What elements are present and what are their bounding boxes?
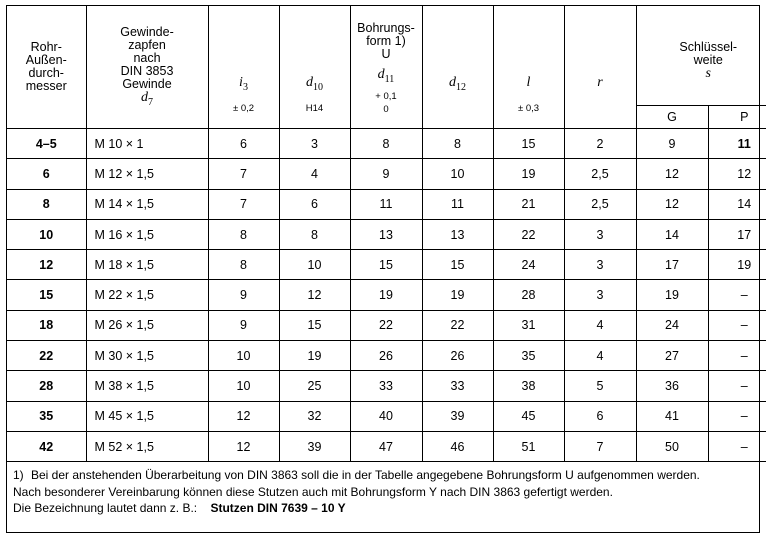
cell-thread: M 14 × 1,5 — [86, 189, 208, 219]
cell-thread: M 38 × 1,5 — [86, 371, 208, 401]
cell-a: 15 — [7, 280, 86, 310]
cell-p: – — [708, 401, 766, 431]
header-i3: $i_3$ ± 0,2 — [208, 6, 279, 129]
cell-d11: 9 — [350, 159, 422, 189]
cell-d11: 15 — [350, 250, 422, 280]
cell-thread: M 30 × 1,5 — [86, 341, 208, 371]
cell-p: 11 — [708, 129, 766, 159]
header-thread: Gewinde- zapfen nach DIN 3853 Gewinde $d_7$ — [86, 6, 208, 129]
cell-l: 45 — [493, 401, 564, 431]
cell-d11: 22 — [350, 310, 422, 340]
cell-l: 22 — [493, 219, 564, 249]
cell-d12: 26 — [422, 341, 493, 371]
cell-d10: 15 — [279, 310, 350, 340]
cell-l: 35 — [493, 341, 564, 371]
cell-g: 17 — [636, 250, 708, 280]
cell-i3: 10 — [208, 371, 279, 401]
footnotes — [7, 462, 759, 517]
spec-table-frame — [6, 5, 760, 533]
cell-i3: 12 — [208, 431, 279, 461]
cell-d11: 40 — [350, 401, 422, 431]
cell-d12: 19 — [422, 280, 493, 310]
cell-d11: 11 — [350, 189, 422, 219]
cell-d10: 32 — [279, 401, 350, 431]
cell-l: 28 — [493, 280, 564, 310]
cell-d10: 8 — [279, 219, 350, 249]
cell-p: – — [708, 341, 766, 371]
table-row — [7, 159, 766, 189]
cell-l: 21 — [493, 189, 564, 219]
table-row — [7, 341, 766, 371]
table-row — [7, 401, 766, 431]
cell-i3: 9 — [208, 310, 279, 340]
cell-p: 19 — [708, 250, 766, 280]
cell-l: 51 — [493, 431, 564, 461]
cell-r: 3 — [564, 250, 636, 280]
cell-a: 42 — [7, 431, 86, 461]
cell-d12: 8 — [422, 129, 493, 159]
cell-d12: 33 — [422, 371, 493, 401]
cell-d10: 3 — [279, 129, 350, 159]
table-row — [7, 371, 766, 401]
cell-p: – — [708, 310, 766, 340]
note-line-2: Nach besonderer Vereinbarung können diese Stutzen auch mit Bohrungsform Y nach DIN 3863 gefertigt werden. — [13, 484, 613, 499]
cell-d11: 47 — [350, 431, 422, 461]
header-wrench-size: Schlüssel- weite s — [636, 6, 766, 106]
cell-thread: M 12 × 1,5 — [86, 159, 208, 189]
cell-g: 19 — [636, 280, 708, 310]
dimensions-table — [7, 6, 766, 462]
cell-d11: 8 — [350, 129, 422, 159]
cell-d12: 39 — [422, 401, 493, 431]
header-p: P — [708, 106, 766, 129]
cell-a: 18 — [7, 310, 86, 340]
cell-r: 3 — [564, 280, 636, 310]
cell-thread: M 22 × 1,5 — [86, 280, 208, 310]
cell-l: 19 — [493, 159, 564, 189]
header-d12: $d_{12}$ — [422, 6, 493, 129]
cell-r: 2,5 — [564, 159, 636, 189]
cell-thread: M 26 × 1,5 — [86, 310, 208, 340]
cell-l: 24 — [493, 250, 564, 280]
cell-d10: 10 — [279, 250, 350, 280]
cell-d11: 19 — [350, 280, 422, 310]
header-l: l ± 0,3 — [493, 6, 564, 129]
cell-d12: 11 — [422, 189, 493, 219]
cell-thread: M 16 × 1,5 — [86, 219, 208, 249]
cell-g: 12 — [636, 159, 708, 189]
cell-d11: 26 — [350, 341, 422, 371]
cell-d12: 22 — [422, 310, 493, 340]
cell-a: 10 — [7, 219, 86, 249]
cell-p: 14 — [708, 189, 766, 219]
cell-a: 8 — [7, 189, 86, 219]
cell-r: 2 — [564, 129, 636, 159]
cell-i3: 8 — [208, 219, 279, 249]
footnote-1: 1) Bei der anstehenden Überarbeitung von DIN 3863 soll die in der Tabelle angegebene Bohrungsform U aufgenommen werden. — [13, 468, 700, 483]
cell-thread: M 52 × 1,5 — [86, 431, 208, 461]
cell-p: 17 — [708, 219, 766, 249]
cell-a: 6 — [7, 159, 86, 189]
cell-i3: 10 — [208, 341, 279, 371]
cell-thread: M 45 × 1,5 — [86, 401, 208, 431]
header-pipe-diameter: Rohr- Außen- durch- messer — [7, 6, 86, 129]
cell-i3: 6 — [208, 129, 279, 159]
cell-a: 28 — [7, 371, 86, 401]
header-d11: Bohrungs- form 1) U $d_{11}$ + 0,1 0 — [350, 6, 422, 129]
cell-a: 4–5 — [7, 129, 86, 159]
cell-i3: 7 — [208, 159, 279, 189]
cell-r: 4 — [564, 341, 636, 371]
cell-d10: 25 — [279, 371, 350, 401]
table-row — [7, 189, 766, 219]
note-line-3: Die Bezeichnung lautet dann z. B.: Stutzen DIN 7639 – 10 Y — [13, 501, 346, 516]
cell-a: 12 — [7, 250, 86, 280]
cell-g: 12 — [636, 189, 708, 219]
table-row — [7, 250, 766, 280]
cell-l: 31 — [493, 310, 564, 340]
cell-g: 9 — [636, 129, 708, 159]
cell-l: 15 — [493, 129, 564, 159]
cell-r: 7 — [564, 431, 636, 461]
cell-g: 24 — [636, 310, 708, 340]
cell-l: 38 — [493, 371, 564, 401]
cell-g: 14 — [636, 219, 708, 249]
cell-d12: 15 — [422, 250, 493, 280]
cell-d11: 33 — [350, 371, 422, 401]
cell-i3: 9 — [208, 280, 279, 310]
cell-i3: 7 — [208, 189, 279, 219]
cell-i3: 8 — [208, 250, 279, 280]
cell-a: 35 — [7, 401, 86, 431]
header-d10: $d_{10}$ H14 — [279, 6, 350, 129]
cell-p: – — [708, 280, 766, 310]
cell-d10: 39 — [279, 431, 350, 461]
cell-p: – — [708, 371, 766, 401]
cell-g: 27 — [636, 341, 708, 371]
cell-d12: 46 — [422, 431, 493, 461]
cell-r: 3 — [564, 219, 636, 249]
cell-thread: M 18 × 1,5 — [86, 250, 208, 280]
cell-thread: M 10 × 1 — [86, 129, 208, 159]
cell-g: 36 — [636, 371, 708, 401]
cell-d10: 4 — [279, 159, 350, 189]
cell-d10: 6 — [279, 189, 350, 219]
table-row — [7, 129, 766, 159]
header-r: r — [564, 6, 636, 129]
table-row — [7, 280, 766, 310]
cell-d10: 12 — [279, 280, 350, 310]
cell-d10: 19 — [279, 341, 350, 371]
header-g: G — [636, 106, 708, 129]
table-row — [7, 431, 766, 461]
cell-r: 6 — [564, 401, 636, 431]
cell-a: 22 — [7, 341, 86, 371]
table-row — [7, 310, 766, 340]
cell-d11: 13 — [350, 219, 422, 249]
cell-d12: 13 — [422, 219, 493, 249]
cell-p: – — [708, 431, 766, 461]
cell-g: 50 — [636, 431, 708, 461]
cell-r: 2,5 — [564, 189, 636, 219]
cell-g: 41 — [636, 401, 708, 431]
table-row — [7, 219, 766, 249]
cell-p: 12 — [708, 159, 766, 189]
cell-r: 5 — [564, 371, 636, 401]
cell-i3: 12 — [208, 401, 279, 431]
cell-r: 4 — [564, 310, 636, 340]
cell-d12: 10 — [422, 159, 493, 189]
